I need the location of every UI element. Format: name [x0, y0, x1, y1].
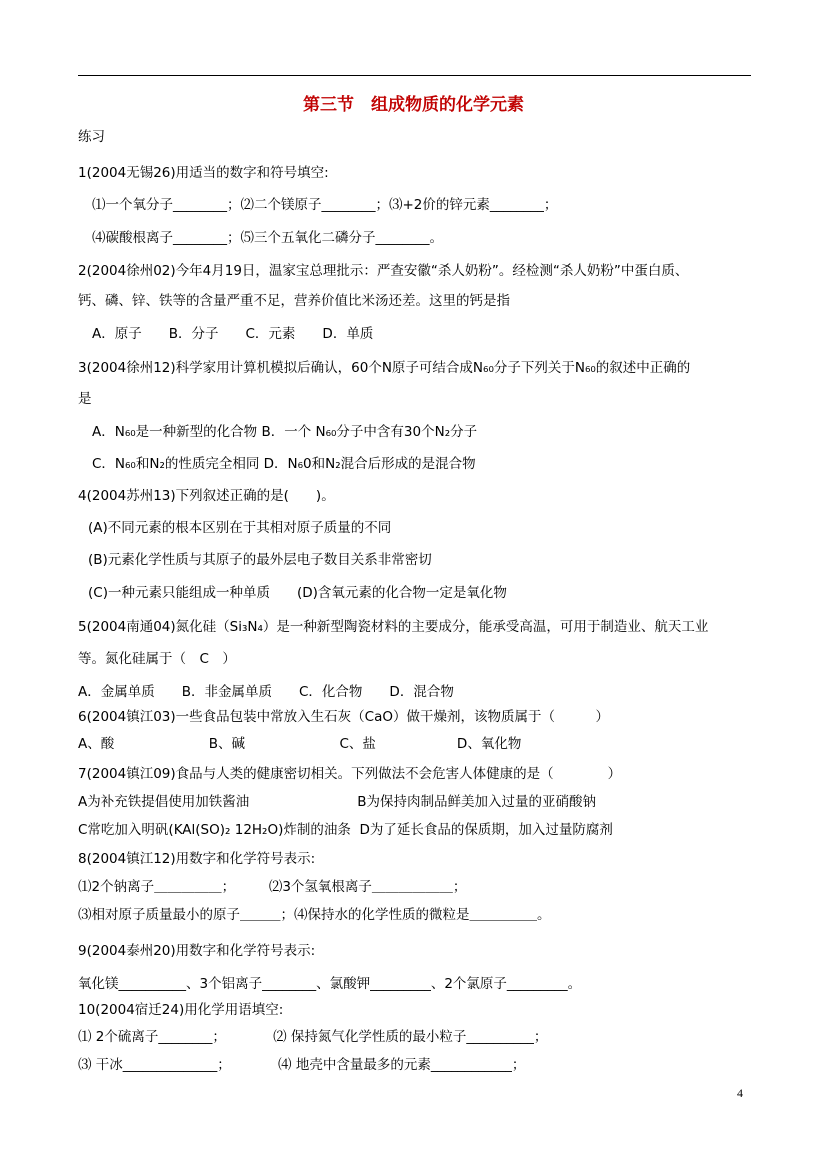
question-3-options-ab: A．N₆₀是一种新型的化合物 B．一个 N₆₀分子中含有30个N₂分子	[92, 424, 478, 440]
question-1-blanks-b: ⑷碳酸根离子________；⑸三个五氧化二磷分子________。	[92, 230, 443, 246]
question-8-blanks-a: ⑴2个钠离子＿＿＿＿＿； ⑵3个氢氧根离子＿＿＿＿＿＿；	[78, 879, 467, 895]
question-6-stem: 6(2004镇江03)一些食品包装中常放入生石灰（CaO）做干燥剂，该物质属于（ ）	[78, 709, 609, 725]
header-rule	[78, 75, 751, 76]
page-number: 4	[737, 1086, 743, 1100]
question-10-blanks-b: ⑶ 干冰______________； ⑷ 地壳中含量最多的元素____________；	[78, 1057, 526, 1073]
question-5-options: A．金属单质 B．非金属单质 C．化合物 D．混合物	[78, 684, 454, 700]
question-4-options-cd: (C)一种元素只能组成一种单质 (D)含氧元素的化合物一定是氧化物	[88, 585, 507, 601]
question-1-stem: 1(2004无锡26)用适当的数字和符号填空:	[78, 165, 329, 181]
question-1-blanks-a: ⑴一个氧分子________；⑵二个镁原子________；⑶+2价的锌元素________；	[92, 197, 558, 213]
question-6-options: A、酸 B、碱 C、盐 D、氧化物	[78, 736, 522, 752]
section-label: 练习	[78, 129, 105, 145]
question-2-stem: 2(2004徐州02)今年4月19日，温家宝总理批示：严查安徽“杀人奶粉”。经检测“杀人奶粉”中蛋白质、	[78, 263, 689, 279]
question-3-stem: 3(2004徐州12)科学家用计算机模拟后确认，60个N原子可结合成N₆₀分子下列关于N₆₀的叙述中正确的	[78, 360, 691, 376]
question-10-blanks-a: ⑴ 2个硫离子________； ⑵ 保持氮气化学性质的最小粒子__________；	[78, 1029, 548, 1045]
question-5-stem: 5(2004南通04)氮化硅（Si₃N₄）是一种新型陶瓷材料的主要成分，能承受高温，可用于制造业、航天工业	[78, 619, 709, 635]
question-5-stem-cont: 等。氮化硅属于（ C ）	[78, 651, 236, 667]
question-3-stem-cont: 是	[78, 391, 92, 407]
question-7-options-cd: C常吃加入明矾(KAl(SO)₂ 12H₂O)炸制的油条 D为了延长食品的保质期，加入过量防腐剂	[78, 822, 613, 838]
question-8-stem: 8(2004镇江12)用数字和化学符号表示:	[78, 851, 316, 867]
question-7-stem: 7(2004镇江09)食品与人类的健康密切相关。下列做法不会危害人体健康的是（ ）	[78, 766, 622, 782]
question-10-stem: 10(2004宿迁24)用化学用语填空:	[78, 1002, 284, 1018]
question-4-option-b: (B)元素化学性质与其原子的最外层电子数目关系非常密切	[88, 552, 432, 568]
question-9-stem: 9(2004泰州20)用数字和化学符号表示:	[78, 943, 316, 959]
page-title: 第三节 组成物质的化学元素	[303, 95, 524, 115]
question-4-stem: 4(2004苏州13)下列叙述正确的是( )。	[78, 488, 335, 504]
question-8-blanks-b: ⑶相对原子质量最小的原子＿＿＿；⑷保持水的化学性质的微粒是＿＿＿＿＿。	[78, 907, 551, 923]
question-4-option-a: (A)不同元素的根本区别在于其相对原子质量的不同	[88, 520, 392, 536]
question-2-options: A．原子 B．分子 C．元素 D．单质	[92, 326, 374, 342]
question-9-blanks: 氧化镁__________、3个铝离子________、氯酸钾_________、2个氯原子_________。	[78, 976, 582, 992]
question-2-stem-cont: 钙、磷、锌、铁等的含量严重不足，营养价值比米汤还差。这里的钙是指	[78, 293, 510, 309]
question-3-options-cd: C．N₆₀和N₂的性质完全相同 D．N₆0和N₂混合后形成的是混合物	[92, 456, 476, 472]
question-7-options-ab: A为补充铁提倡使用加铁酱油 B为保持肉制品鲜美加入过量的亚硝酸钠	[78, 794, 596, 810]
